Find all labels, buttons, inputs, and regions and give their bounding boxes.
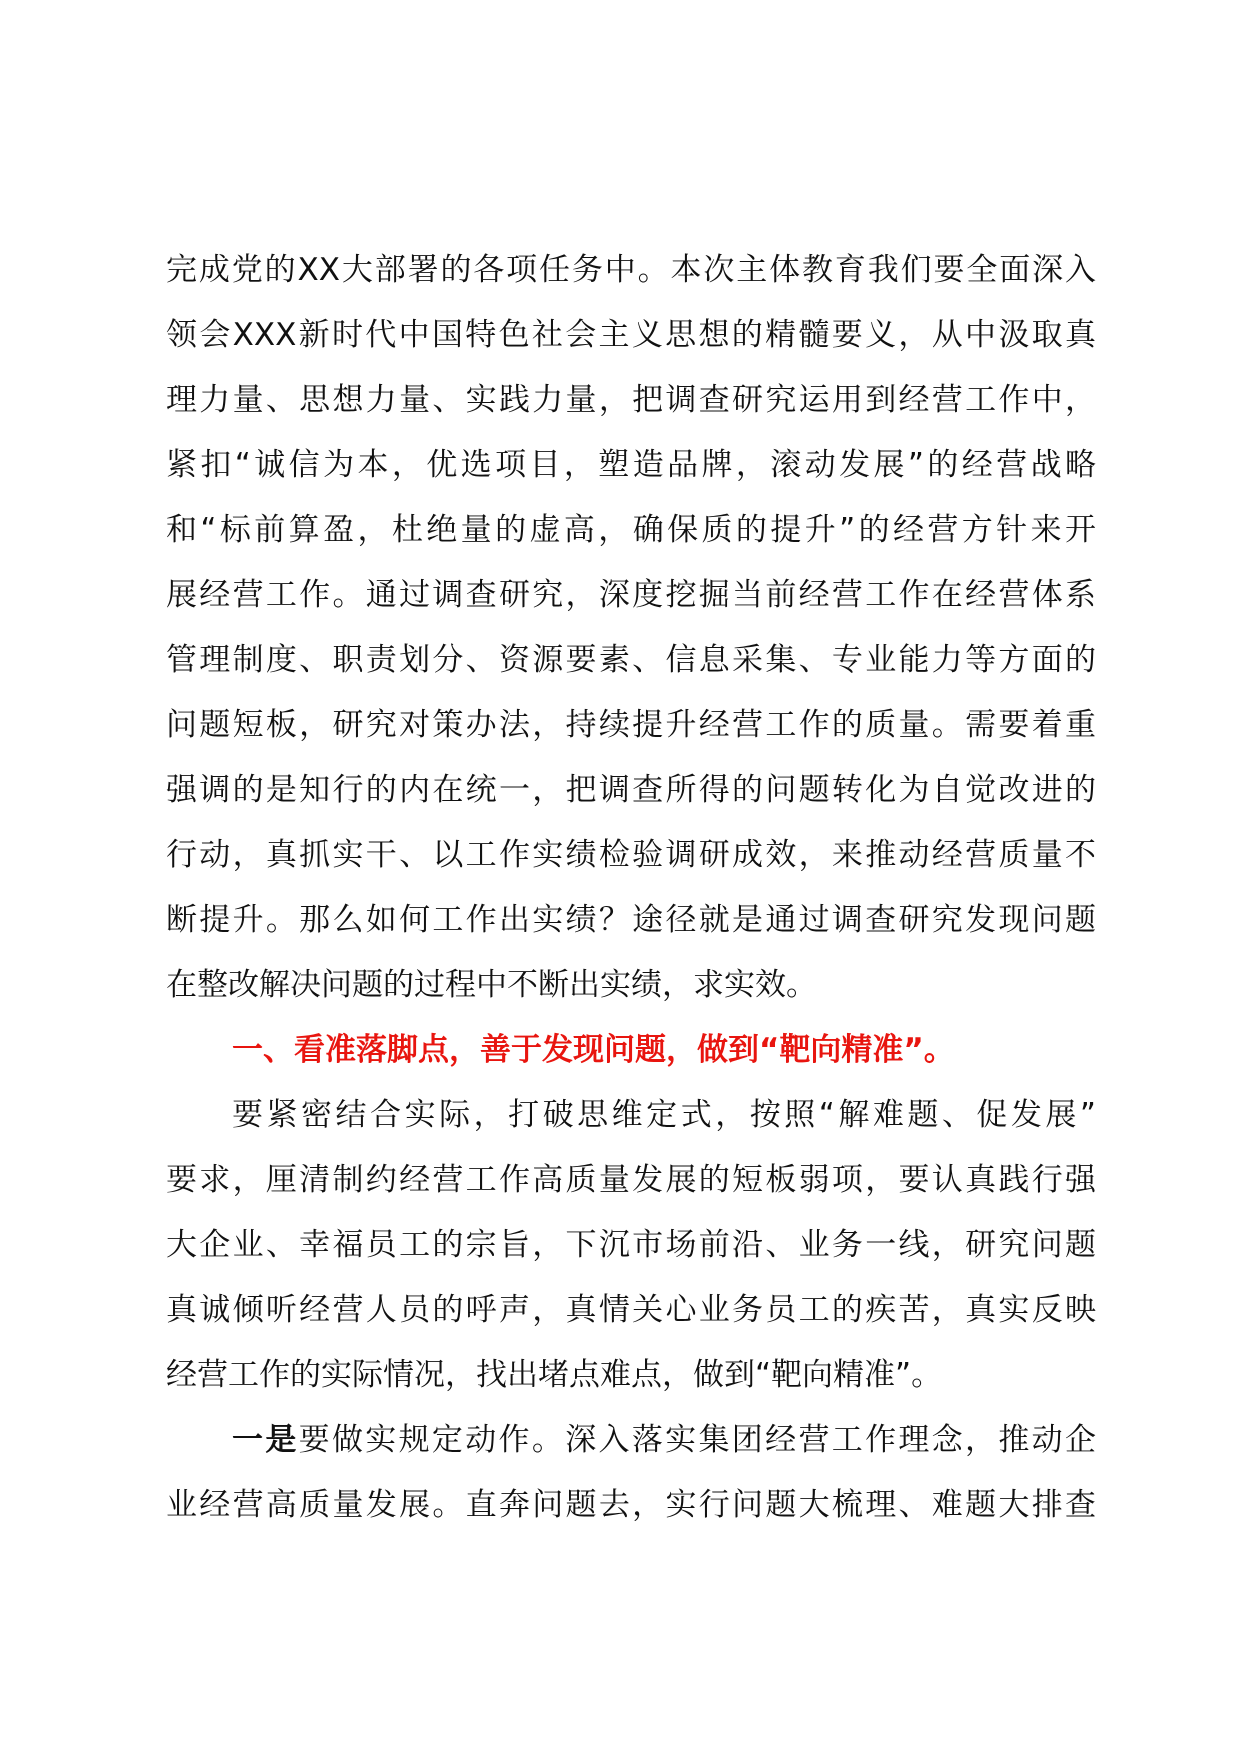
document-body: [166, 238, 1096, 1538]
paragraph-3: [166, 1408, 1096, 1538]
text-line: 业经营高质量发展。直奔问题去，实行问题大梳理、难题大排查: [166, 1487, 1096, 1523]
text-line: 强调的是知行的内在统一，把调查所得的问题转化为自觉改进的: [166, 772, 1096, 808]
text-line: 断提升。那么如何工作出实绩？途径就是通过调查研究发现问题: [166, 902, 1096, 938]
paragraph-2: [166, 1083, 1096, 1408]
text-line: 领会XXX新时代中国特色社会主义思想的精髓要义，从中汲取真: [166, 317, 1096, 353]
text-line: 在整改解决问题的过程中不断出实绩，求实效。: [166, 967, 817, 1003]
text-line: 要紧密结合实际，打破思维定式，按照“解难题、促发展”: [232, 1097, 1096, 1133]
text-line: 行动，真抓实干、以工作实绩检验调研成效，来推动经营质量不: [166, 837, 1096, 873]
text-line: 紧扣“诚信为本，优选项目，塑造品牌，滚动发展”的经营战略: [166, 447, 1096, 483]
text-line: 要求，厘清制约经营工作高质量发展的短板弱项，要认真践行强: [166, 1162, 1096, 1198]
section-heading: 一、看准落脚点，善于发现问题，做到“靶向精准”。: [232, 1032, 955, 1068]
text-line: 问题短板，研究对策办法，持续提升经营工作的质量。需要着重: [166, 707, 1096, 743]
text-line: 展经营工作。通过调查研究，深度挖掘当前经营工作在经营体系: [166, 577, 1096, 613]
text-line: 完成党的XX大部署的各项任务中。本次主体教育我们要全面深入: [166, 252, 1096, 288]
text-line: 经营工作的实际情况，找出堵点难点，做到“靶向精准”。: [166, 1357, 943, 1393]
text-line: 真诚倾听经营人员的呼声，真情关心业务员工的疾苦，真实反映: [166, 1292, 1096, 1328]
paragraph-1: [166, 238, 1096, 1018]
text-line: 管理制度、职责划分、资源要素、信息采集、专业能力等方面的: [166, 642, 1096, 678]
lead-phrase: 一是: [232, 1422, 299, 1458]
text-line: 大企业、幸福员工的宗旨，下沉市场前沿、业务一线，研究问题: [166, 1227, 1096, 1263]
text-span: 要做实规定动作。深入落实集团经营工作理念，推动企: [298, 1422, 1096, 1458]
text-line: [166, 1408, 1096, 1473]
text-line: 理力量、思想力量、实践力量，把调查研究运用到经营工作中，: [166, 382, 1096, 418]
text-line: 和“标前算盈，杜绝量的虚高，确保质的提升”的经营方针来开: [166, 512, 1096, 548]
